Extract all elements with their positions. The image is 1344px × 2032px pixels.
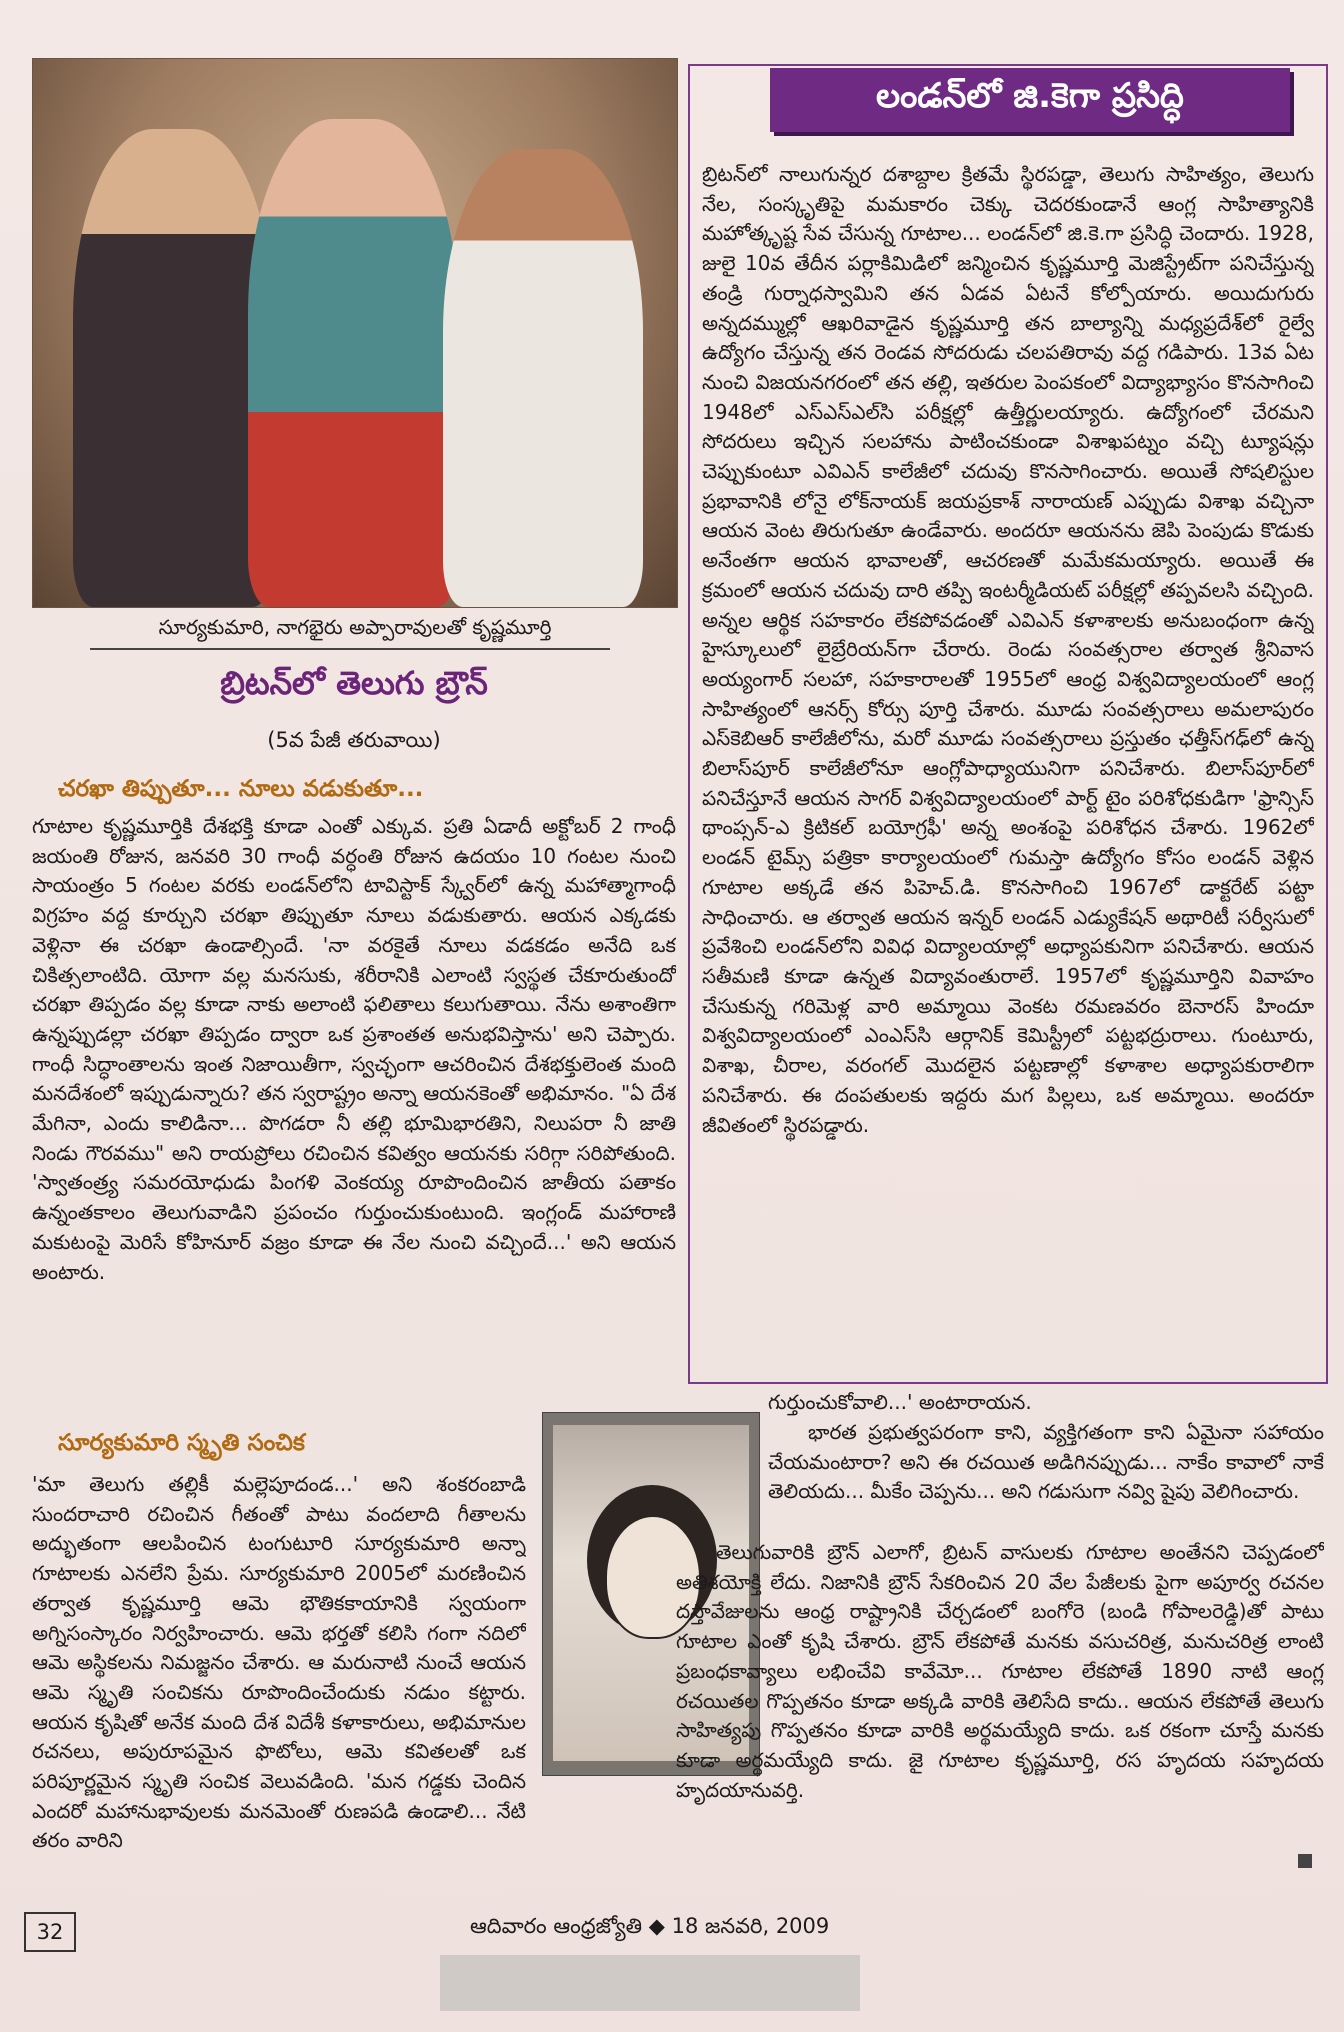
photo-three-people bbox=[32, 58, 678, 608]
box-banner-title: లండన్‌లో జి.కెగా ప్రసిద్ధి bbox=[770, 68, 1290, 132]
paragraph-charkha: గూటాల కృష్ణమూర్తికి దేశభక్తి కూడా ఎంతో ఎక్కువ. ప్రతి ఏడాదీ అక్టోబర్ 2 గాంధీ జయంతి రోజున, జనవరి 30 గాంధీ వర్ధంతి రోజున ఉదయం 10 గంటల నుంచి సాయంత్రం 5 గంటల వరకు లండన్‌లోని టావిస్టాక్ స్క్వేర్‌లో ఉన్న మహాత్మాగాంధీ విగ్రహం వద్ద కూర్చుని చరఖా తిప్పుతూ నూలు వడుకుతారు. ఆయన ఎక్కడకు వెళ్లినా ఈ చరఖా ఉండాల్సిందే. 'నా వరకైతే నూలు వడకడం అనేది ఒక చికిత్సలాంటిది. యోగా వల్ల మనసుకు, శరీరానికి ఎలాంటి స్వస్థత చేకూరుతుందో చరఖా తిప్పడం వల్ల కూడా నాకు అలాంటి ఫలితాలు కలుగుతాయి. నేను అశాంతిగా ఉన్నప్పుడల్లా చరఖా తిప్పడం ద్వారా ఒక ప్రశాంతత అనుభవిస్తాను' అని చెప్పారు. గాంధీ సిద్ధాంతాలను ఇంత నిజాయితీగా, స్వచ్ఛంగా ఆచరించిన దేశభక్తులెంత మంది మనదేశంలో ఇప్పుడున్నారు? తన స్వరాష్ట్రం అన్నా ఆయనకెంతో అభిమానం. "ఏ దేశ మేగినా, ఎందు కాలిడినా... పొగడరా నీ తల్లి భూమిభారతిని, నిలుపరా నీ జాతి నిండు గౌరవము" అని రాయప్రోలు రచించిన కవిత్వం ఆయనకు సరిగ్గా సరిపోతుంది. 'స్వాతంత్ర్య సమరయోధుడు పింగళి వెంకయ్య రూపొందించిన జాతీయ పతాకం ఉన్నంతకాలం తెలుగువాడిని ప్రపంచం గుర్తుంచుకుంటుంది. ఇంగ్లండ్ మహారాణి మకుటంపై మెరిసే కోహినూర్ వజ్రం కూడా ఈ నేల నుంచి వచ్చిందే...' అని ఆయన అంటారు. bbox=[32, 814, 676, 1284]
right-paragraph-brown: తెలుగువారికి బ్రౌన్ ఎలాగో, బ్రిటన్ వాసులకు గూటాల అంతేనని చెప్పడంలో అతిశయోక్తి లేదు. నిజానికి బ్రౌన్ సేకరించిన 20 వేల పేజీలకు పైగా అపూర్వ రచనల దస్తావేజులను ఆంధ్ర రాష్ట్రానికి చేర్చడంలో బంగోరె (బండి గోపాలరెడ్డి)తో పాటు గూటాల ఎంతో కృషి చేశారు. బ్రౌన్ లేకపోతే మనకు వసుచరిత్ర, మనుచరిత్ర లాంటి ప్రబంధకావ్యాలు లభించేవి కావేమో... గూటాల లేకపోతే 1890 నాటి ఆంగ్ల రచయితల గొప్పతనం కూడా అక్కడి వారికి తెలిసేది కాదు.. ఆయన లేకపోతే తెలుగు సాహిత్యపు గొప్పతనం కూడా వారికి అర్థమయ్యేది కాదు. ఒక రకంగా చూస్తే మనకు కూడా అర్థమయ్యేది కాదు. జై గూటాల కృష్ణమూర్తి, రస హృదయ సహృదయ హృదయానువర్తి. bbox=[676, 1540, 1324, 1802]
end-mark-square bbox=[1298, 1854, 1312, 1868]
photo-man-left bbox=[73, 129, 273, 607]
photo-woman-center bbox=[248, 119, 458, 607]
photo-man-right bbox=[443, 149, 643, 607]
paragraph-suryakumari: 'మా తెలుగు తల్లికీ మల్లెపూదండ...' అని శంకరంబాడి సుందరాచారి రచించిన గీతంతో పాటు వందలాది గీతాలను అద్భుతంగా ఆలపించిన టంగుటూరి సూర్యకుమారి అన్నా గూటాలకు ఎనలేని ప్రేమ. సూర్యకుమారి 2005లో మరణించిన తర్వాత కృష్ణమూర్తి ఆమె భౌతికకాయానికి స్వయంగా అగ్నిసంస్కారం నిర్వహించారు. ఆమె భర్తతో కలిసి గంగా నదిలో ఆమె అస్థికలను నిమజ్జనం చేశారు. ఆ మరునాటి నుంచే ఆయన ఆమె స్మృతి సంచికను రూపొందించేందుకు నడుం కట్టారు. ఆయన కృషితో అనేక మంది దేశ విదేశీ కళాకారులు, అభిమానుల రచనలు, అపురూపమైన ఫొటోలు, ఆమె కవితలతో ఒక పరిపూర్ణమైన స్మృతి సంచిక వెలువడింది. 'మన గడ్డకు చెందిన ఎందరో మహానుభావులకు మనమెంతో రుణపడి ఉండాలి... నేటి తరం వారిని bbox=[32, 1472, 526, 1853]
photo-caption: సూర్యకుమారి, నాగభైరు అప్పారావులతో కృష్ణమూర్తి bbox=[158, 615, 552, 639]
caption-divider bbox=[90, 648, 610, 650]
article-headline: బ్రిటన్‌లో తెలుగు బ్రౌన్ bbox=[220, 664, 488, 702]
box-paragraph: బ్రిటన్‌లో నాలుగున్నర దశాబ్దాల క్రితమే స్థిరపడ్డా, తెలుగు సాహిత్యం, తెలుగు నేల, సంస్కృతిపై మమకారం చెక్కు చెదరకుండానే ఆంగ్ల సాహిత్యానికి మహోత్కృష్ట సేవ చేసున్న గూటాల... లండన్‌లో జి.కె.గా ప్రసిద్ధి చెందారు. 1928, జులై 10వ తేదీన పర్లాకిమిడిలో జన్మించిన కృష్ణమూర్తి మెజిస్ట్రేట్‌గా పనిచేస్తున్న తండ్రి గుర్నాధస్వామిని తన ఏడవ ఏటనే కోల్పోయారు. అయిదుగురు అన్నదమ్ముల్లో ఆఖరివాడైన కృష్ణమూర్తి తన బాల్యాన్ని మధ్యప్రదేశ్‌లో రైల్వే ఉద్యోగం చేస్తున్న తన రెండవ సోదరుడు చలపతిరావు వద్ద గడిపారు. 13వ ఏట నుంచి విజయనగరంలో తన తల్లి, ఇతరుల పెంపకంలో విద్యాభ్యాసం కొనసాగించి 1948లో ఎస్ఎస్ఎల్‌సి పరీక్షల్లో ఉత్తీర్ణులయ్యారు. ఉద్యోగంలో చేరమని సోదరులు ఇచ్చిన సలహాను పాటించకుండా విశాఖపట్నం వచ్చి ట్యూషన్లు చెప్పుకుంటూ ఎవిఎన్ కాలేజీలో చదువు కొనసాగించారు. అయితే సోషలిస్టుల ప్రభావానికి లోనై లోక్‌నాయక్ జయప్రకాశ్ నారాయణ్ ఎప్పుడు విశాఖ వచ్చినా ఆయన వెంట తిరుగుతూ ఉండేవారు. అందరూ ఆయనను జెపి పెంపుడు కొడుకు అనేంతగా ఆయన భావాలతో, ఆచరణతో మమేకమయ్యారు. అయితే ఈ క్రమంలో ఆయన చదువు దారి తప్పి ఇంటర్మీడియట్ పరీక్షల్లో తప్పవలసి వచ్చింది. అన్నల ఆర్థిక సహకారం లేకపోవడంతో ఎవిఎన్ కళాశాలకు అనుబంధంగా ఉన్న హైస్కూలులో లైబ్రేరియన్‌గా చేరారు. రెండు సంవత్సరాల తర్వాత శ్రీనివాస అయ్యంగార్ సలహా, సహకారాలతో 1955లో ఆంధ్ర విశ్వవిద్యాలయంలో ఆంగ్ల సాహిత్యంలో ఆనర్స్ కోర్సు పూర్తి చేశారు. మూడు సంవత్సరాలు అమలాపురం ఎస్‌కెబిఆర్ కాలేజీలోను, మరో మూడు సంవత్సరాలు ప్రస్తుతం ఛత్తీస్‌గఢ్‌లో ఉన్న బిలాస్‌పూర్ కాలేజీలోనూ ఆంగ్లోపాధ్యాయునిగా పనిచేశారు. బిలాస్‌పూర్‌లో పనిచేస్తూనే ఆయన సాగర్ విశ్వవిద్యాలయంలో పార్ట్ టైం పరిశోధకుడిగా 'ఫ్రాన్సిస్ థాంప్సన్-ఎ క్రిటికల్ బయోగ్రఫీ' అన్న అంశంపై పరిశోధన చేశారు. 1962లో లండన్ టైమ్స్ పత్రికా కార్యాలయంలో గుమస్తా ఉద్యోగం కోసం లండన్ వెళ్లిన గూటాల అక్కడే తన పిహెచ్.డి. కొనసాగించి 1967లో డాక్టరేట్ పట్టా సాధించారు. ఆ తర్వాత ఆయన ఇన్నర్ లండన్ ఎడ్యుకేషన్ అథారిటీ సర్వీసులో ప్రవేశించి లండన్‌లోని వివిధ విద్యాలయాల్లో అధ్యాపకునిగా పనిచేశారు. ఆయన సతీమణి కూడా ఉన్నత విద్యావంతురాలే. 1957లో కృష్ణమూర్తిని వివాహం చేసుకున్న గరిమెళ్ల వారి అమ్మాయి వెంకట రమణవరం బెనారస్ హిందూ విశ్వవిద్యాలయంలో ఎంఎస్‌సి ఆర్గానిక్ కెమిస్ట్రీలో పట్టభద్రురాలు. గుంటూరు, విశాఖ, చీరాల, వరంగల్ మొదలైన పట్టణాల్లో కళాశాల అధ్యాపకురాలిగా పనిచేశారు. ఈ దంపతులకు ఇద్దరు మగ పిల్లలు, ఒక అమ్మాయి. అందరూ జీవితంలో స్థిరపడ్డారు. bbox=[702, 162, 1314, 1137]
page-number: 32 bbox=[24, 1912, 76, 1952]
right-paragraph-help: భారత ప్రభుత్వపరంగా కాని, వ్యక్తిగతంగా కాని ఏమైనా సహాయం చేయమంటారా? అని ఈ రచయిత అడిగినప్పుడు... నాకేం కావాలో నాకే తెలియదు... మీకేం చెప్పను... అని గడుసుగా నవ్వి షైపు వెలిగించారు. bbox=[768, 1420, 1324, 1504]
subhead-charkha: చరఖా తిప్పుతూ... నూలు వడుకుతూ... bbox=[58, 776, 424, 802]
footer-dateline: ఆదివారం ఆంధ్రజ్యోతి ◆ 18 జనవరి, 2009 bbox=[470, 1914, 830, 1938]
footer-gray-band bbox=[440, 1955, 860, 2011]
continued-note: (5వ పేజీ తరువాయి) bbox=[267, 728, 441, 752]
subhead-smriti-sanchika: సూర్యకుమారి స్మృతి సంచిక bbox=[58, 1430, 305, 1456]
right-continuation-line: గుర్తుంచుకోవాలి...' అంటారాయన. bbox=[768, 1390, 1032, 1414]
